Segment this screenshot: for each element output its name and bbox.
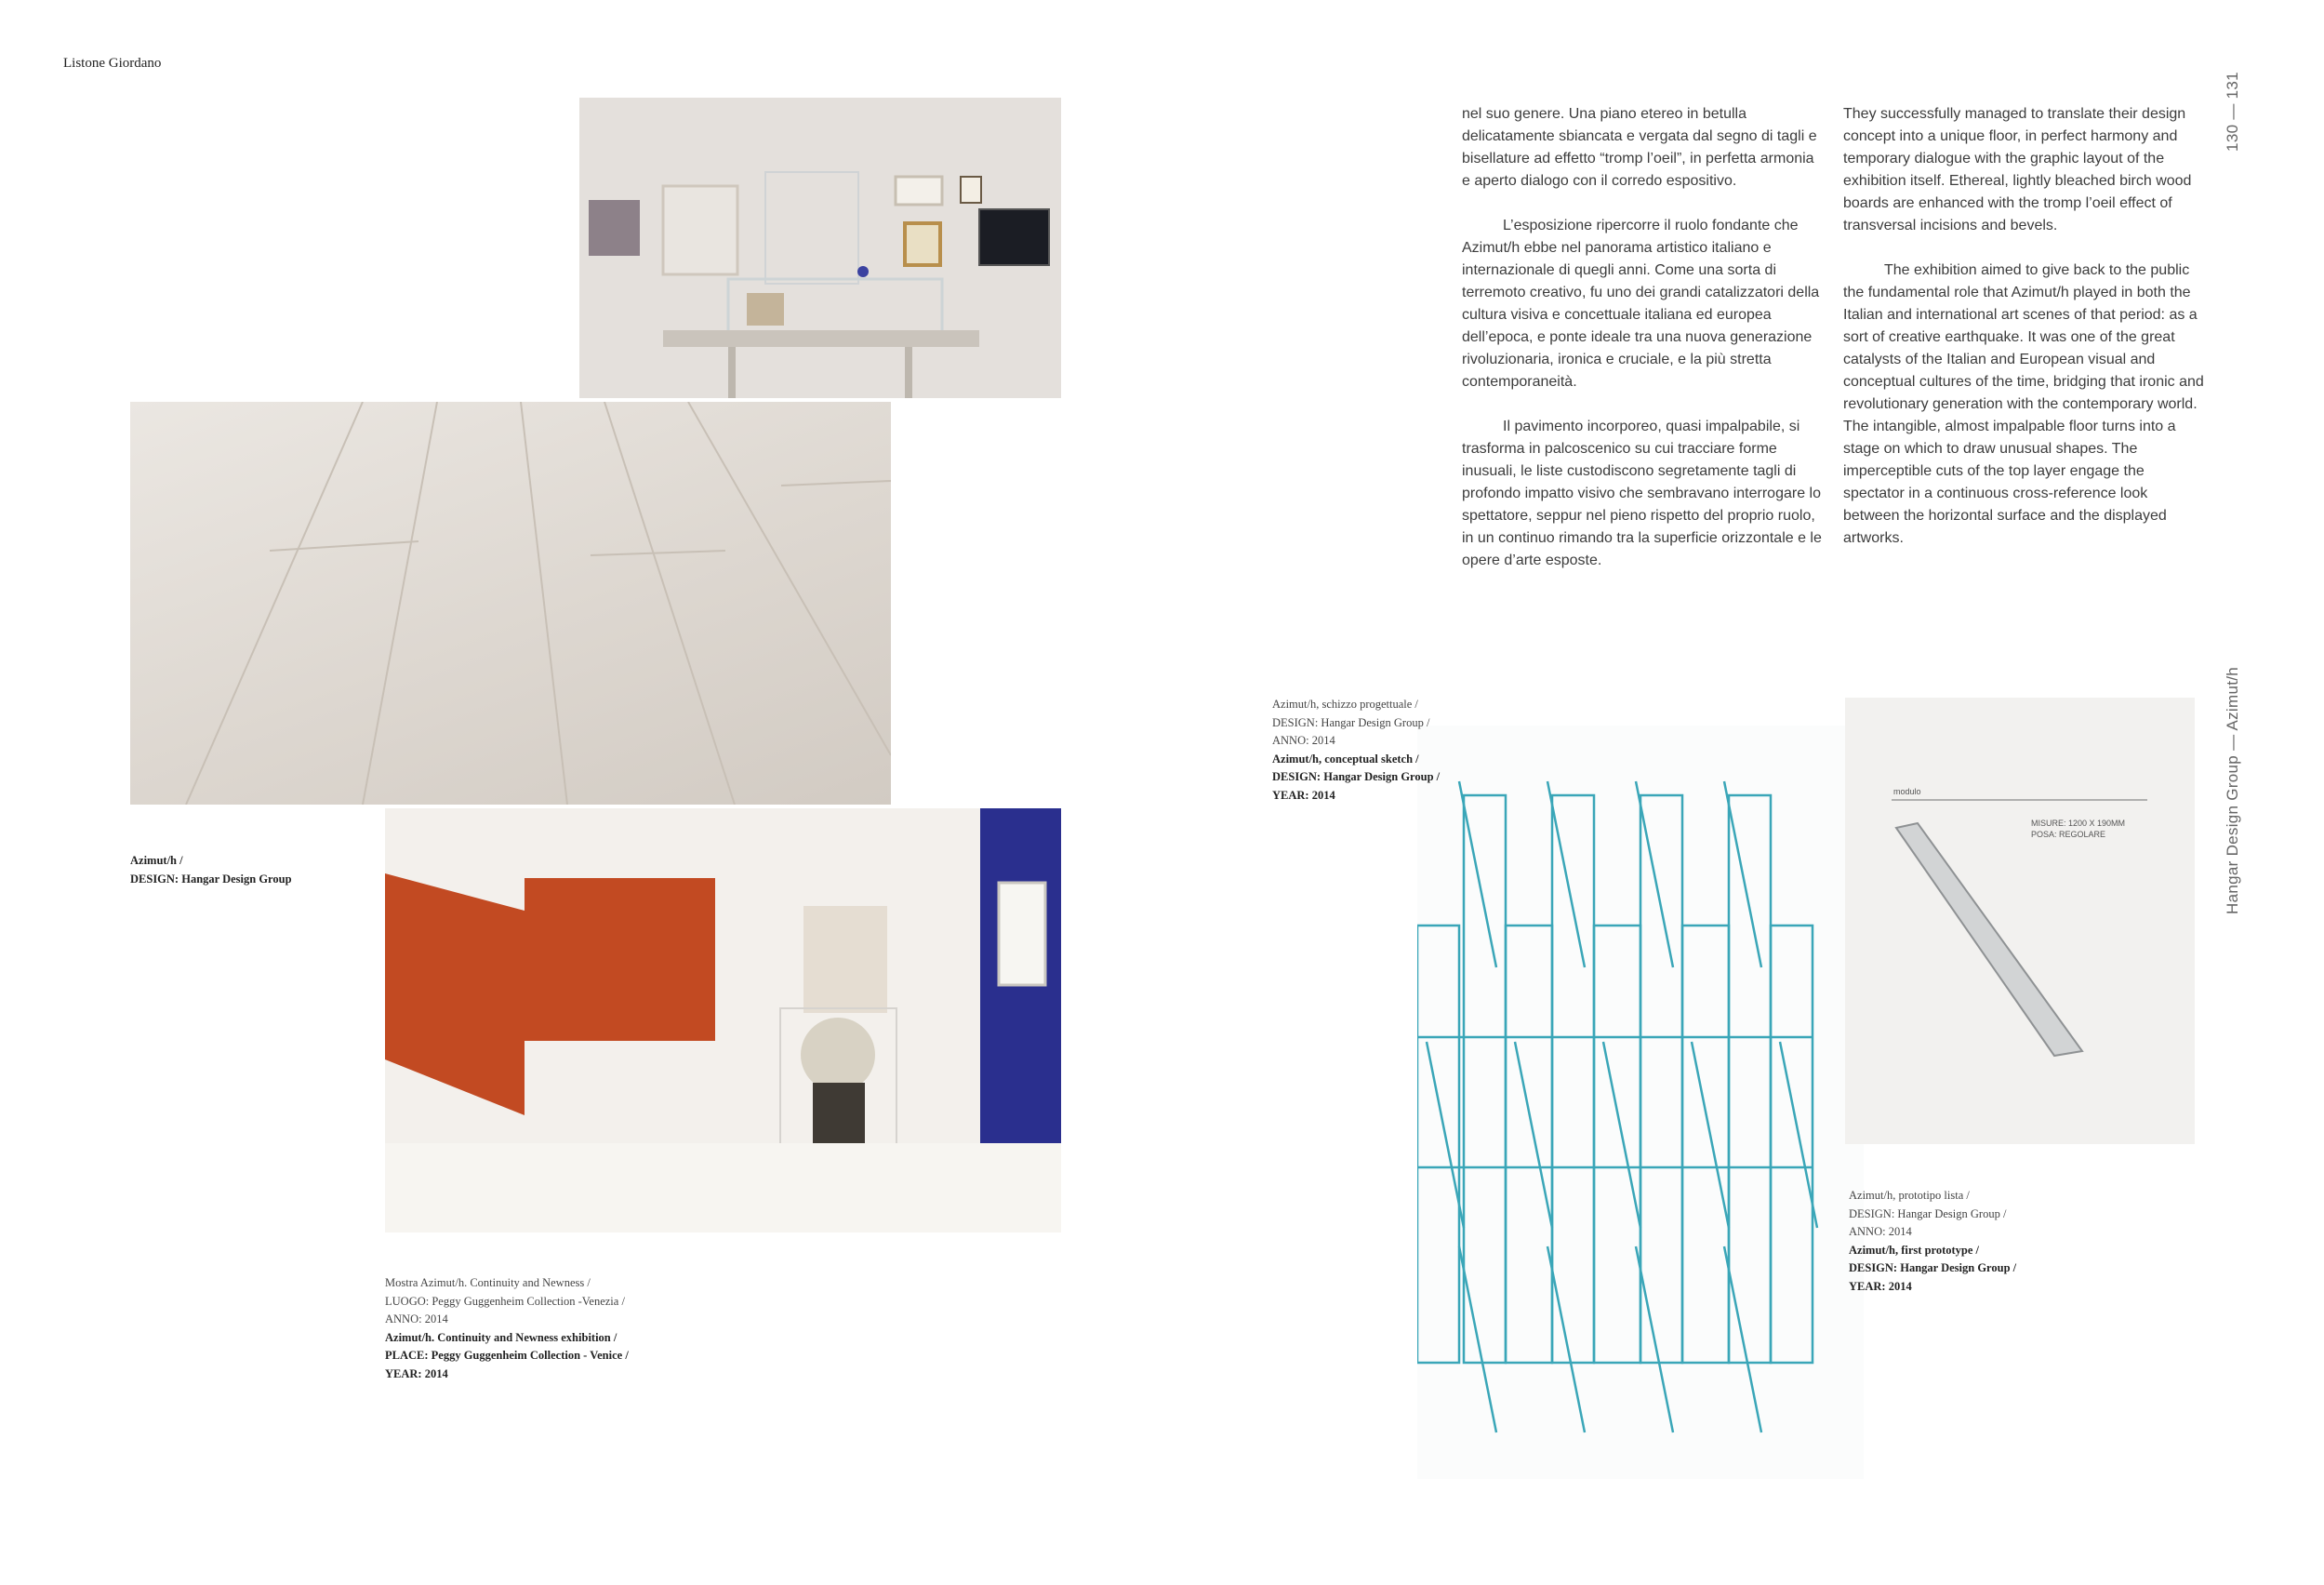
english-paragraph-1: They successfully managed to translate their design concept into a unique floor, in perfect harmony and temporary dialogue with the graphic layout of the exhibition itself. Ethereal, lightly bleached birch wood boards are enhanced with the tromp l’oeil effect of transversal incisions and bevels. xyxy=(1843,106,2192,233)
floor-boards-illustration xyxy=(130,402,891,805)
caption-sketch-en-3: YEAR: 2014 xyxy=(1272,788,1335,802)
caption-floor-line-2: DESIGN: Hangar Design Group xyxy=(130,872,292,886)
side-title-wrap xyxy=(2219,642,2247,939)
caption-sketch-en-1: Azimut/h, conceptual sketch / xyxy=(1272,752,1419,766)
photo-display-case xyxy=(579,98,1061,398)
caption-exhibition-it-1: Mostra Azimut/h. Continuity and Newness / xyxy=(385,1276,591,1289)
italian-paragraph-1: nel suo genere. Una piano etereo in betulla delicatamente sbiancata e vergata dal segno di tagli e bisellature ad effetto “tromp l’oeil”, in perfetta armonia e aperto dialogo con il corredo espositivo. xyxy=(1462,106,1817,189)
caption-prototype-it-1: Azimut/h, prototipo lista / xyxy=(1849,1189,1970,1202)
caption-sketch-it-2: DESIGN: Hangar Design Group / xyxy=(1272,715,1430,729)
italian-text-column xyxy=(1462,103,1825,594)
caption-prototype-en-1: Azimut/h, first prototype / xyxy=(1849,1243,1980,1257)
prototype-posa: POSA: REGOLARE xyxy=(2031,830,2106,839)
caption-sketch-en-2: DESIGN: Hangar Design Group / xyxy=(1272,770,1441,783)
display-case-illustration xyxy=(579,98,1061,398)
caption-exhibition-it-3: ANNO: 2014 xyxy=(385,1312,448,1325)
photo-floor-closeup xyxy=(130,402,891,805)
caption-sketch-it-3: ANNO: 2014 xyxy=(1272,734,1335,747)
italian-paragraph-2: L’esposizione ripercorre il ruolo fondante che Azimut/h ebbe nel panorama artistico italiano e internazionale di quegli anni. Come una sorta di terremoto creativo, fu uno dei grandi catalizzatori della cultura visiva e concettuale italiana ed europea dell’epoca, e ponte ideale tra una nuova generazione rivoluzionaria, ironica e cruciale, e la più stretta contemporaneità. xyxy=(1462,218,1820,390)
caption-prototype-it-3: ANNO: 2014 xyxy=(1849,1225,1912,1238)
photo-conceptual-sketch xyxy=(1417,726,1864,1479)
caption-prototype-en-2: DESIGN: Hangar Design Group / xyxy=(1849,1261,2017,1274)
photo-gallery-room xyxy=(385,808,1061,1232)
caption-sketch-it-1: Azimut/h, schizzo progettuale / xyxy=(1272,698,1418,711)
caption-exhibition xyxy=(385,1274,629,1383)
english-paragraph-2: The exhibition aimed to give back to the public the fundamental role that Azimut/h played in both the Italian and international art scenes of that period: as a sort of creative earthquake. It was one of the great catalysts of the Italian and European visual and conceptual cultures of the time, bridging that ironic and revolutionary generation with the contemporary world. The intangible, almost impalpable floor turns into a stage on which to draw unusual shapes. The imperceptible cuts of the top layer engage the spectator in a continuous cross-reference look between the horizontal surface and the displayed artworks. xyxy=(1843,262,2204,546)
caption-prototype xyxy=(1849,1187,2016,1296)
gallery-room-illustration xyxy=(385,808,1061,1232)
prototype-misure: MISURE: 1200 X 190MM xyxy=(2031,819,2126,828)
caption-exhibition-it-2: LUOGO: Peggy Guggenheim Collection -Venezia / xyxy=(385,1294,625,1308)
caption-floor-line-1: Azimut/h / xyxy=(130,854,183,867)
english-text-column xyxy=(1843,103,2206,572)
caption-prototype-en-3: YEAR: 2014 xyxy=(1849,1279,1912,1293)
side-title: Hangar Design Group — Azimut/h xyxy=(2224,666,2241,915)
caption-prototype-it-2: DESIGN: Hangar Design Group / xyxy=(1849,1206,2007,1220)
brand-name: Listone Giordano xyxy=(63,56,162,71)
page-numbers: 130 — 131 xyxy=(2224,72,2241,152)
caption-sketch xyxy=(1272,696,1440,805)
caption-exhibition-en-1: Azimut/h. Continuity and Newness exhibition / xyxy=(385,1330,618,1344)
caption-floor xyxy=(130,852,292,888)
prototype-illustration xyxy=(1845,698,2195,1144)
photo-prototype-sheet xyxy=(1845,698,2195,1144)
italian-paragraph-3: Il pavimento incorporeo, quasi impalpabile, si trasforma in palcoscenico su cui tracciare forme inusuali, le liste custodiscono segretamente tagli di profondo impatto visivo che sembravano interrogare lo spettatore, seppur nel pieno rispetto del proprio ruolo, in un continuo rimando tra la superficie orizzontale e le opere d’arte esposte. xyxy=(1462,419,1822,568)
caption-exhibition-en-2: PLACE: Peggy Guggenheim Collection - Venice / xyxy=(385,1349,629,1362)
caption-exhibition-en-3: YEAR: 2014 xyxy=(385,1366,448,1380)
sketch-illustration xyxy=(1417,726,1864,1479)
page-numbers-wrap xyxy=(2219,72,2247,152)
prototype-label: modulo xyxy=(1893,787,1921,796)
